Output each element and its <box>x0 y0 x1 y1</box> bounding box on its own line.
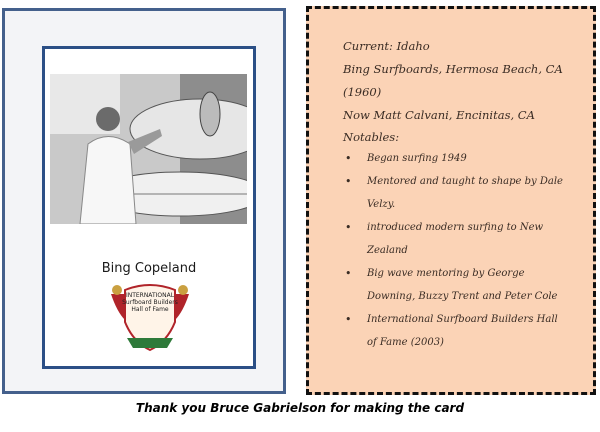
current-owner: Now Matt Calvani, Encinitas, CA <box>343 108 535 122</box>
hall-of-fame-crest <box>107 282 193 354</box>
notable-item: • Began surfing 1949 <box>343 147 573 170</box>
surfboard-company: Bing Surfboards, Hermosa Beach, CA <box>343 62 563 76</box>
bullet-icon: • <box>345 313 352 326</box>
notable-item: • Mentored and taught to shape by Dale <box>343 170 573 193</box>
right-card <box>306 6 596 395</box>
notable-item-continued: of Fame (2003) <box>367 337 444 348</box>
notable-item-continued: Velzy. <box>367 199 396 210</box>
notables-label: Notables: <box>343 130 400 144</box>
notable-item-continued: Zealand <box>367 245 408 256</box>
notable-item: • introduced modern surfing to New <box>343 216 573 239</box>
photo-card-frame <box>42 46 256 369</box>
notable-item: • International Surfboard Builders Hall <box>343 308 573 331</box>
notable-item-continued: Downing, Buzzy Trent and Peter Cole <box>367 291 558 302</box>
founding-year: (1960) <box>343 85 382 99</box>
footer-credit: Thank you Bruce Gabrielson for making the card <box>135 401 465 415</box>
bullet-icon: • <box>345 267 352 280</box>
left-card <box>2 8 286 394</box>
surfer-name: Bing Copeland <box>101 261 197 276</box>
bullet-icon: • <box>345 175 352 188</box>
notable-item: • Big wave mentoring by George <box>343 262 573 285</box>
notables-list <box>343 147 573 354</box>
bullet-icon: • <box>345 221 352 234</box>
current-location: Current: Idaho <box>343 39 430 53</box>
surfer-photo <box>50 74 247 224</box>
bio-info <box>343 35 573 354</box>
bullet-icon: • <box>345 152 352 165</box>
crest-motto: INTERNATIONAL Surfboard Builders Hall of Fame <box>122 292 178 313</box>
